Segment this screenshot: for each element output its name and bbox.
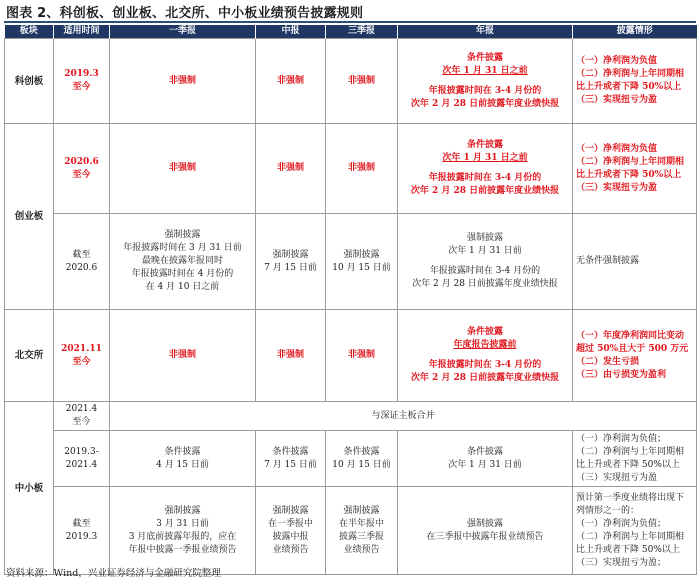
annual-line: 次年 1 月 31 日前 xyxy=(448,246,522,256)
q3-cell xyxy=(326,214,398,310)
mid-line: 强制披露 xyxy=(272,505,309,516)
time-line: 截至 xyxy=(72,249,91,260)
situation-line: 超过 50%且大于 500 万元 xyxy=(576,343,689,354)
annual-line: 条件披露 xyxy=(466,140,503,150)
time-cell xyxy=(54,214,110,310)
annual-cell xyxy=(398,214,573,310)
time-line: 2021.4 xyxy=(65,459,98,470)
situation-line: （三）实现扭亏为盈 xyxy=(576,472,658,483)
time-line: 至今 xyxy=(72,417,91,427)
spacer xyxy=(401,78,569,85)
spacer xyxy=(401,258,569,265)
annual-line: 次年 1 月 31 日之前 xyxy=(442,153,528,163)
situation-line: （三）实现扭亏为盈 xyxy=(576,182,658,193)
time-line: 2019.3- xyxy=(64,446,99,457)
mid-cell: 非强制 xyxy=(256,39,326,124)
q3-line: 10 月 15 日前 xyxy=(332,459,391,470)
mid-line: 强制披露 xyxy=(272,249,309,260)
annual-cell xyxy=(398,487,573,575)
annual-line: 条件披露 xyxy=(466,446,503,457)
figure-title: 图表 2、科创板、创业板、北交所、中小板业绩预告披露规则 xyxy=(6,6,364,21)
q1-line: 4 月 15 日前 xyxy=(156,459,209,470)
mid-cell xyxy=(256,214,326,310)
time-cell xyxy=(54,431,110,487)
time-line: 2019.3 xyxy=(65,531,98,542)
q1-line: 最晚在披露年报同时 xyxy=(141,256,223,266)
annual-cell xyxy=(398,39,573,124)
q1-cell xyxy=(110,214,256,310)
q1-line: 强制披露 xyxy=(164,505,201,516)
q3-line: 披露三季报 xyxy=(338,531,384,542)
mid-cell xyxy=(256,431,326,487)
table-row-sme-2 xyxy=(5,431,697,487)
situation-line: （三）由亏损变为盈利 xyxy=(576,369,667,380)
mid-cell: 非强制 xyxy=(256,124,326,214)
time-line: 截至 xyxy=(72,518,91,529)
q3-cell: 非强制 xyxy=(326,39,398,124)
situation-line: （一）净利润为负值 xyxy=(576,143,658,154)
board-sme: 中小板 xyxy=(5,402,54,575)
mid-line: 在一季报中 xyxy=(267,518,313,529)
board-bse: 北交所 xyxy=(5,310,54,402)
annual-line: 条件披露 xyxy=(466,52,503,63)
q3-line: 条件披露 xyxy=(343,446,380,457)
q1-line: 年报中披露一季报业绩预告 xyxy=(128,544,237,555)
situation-line: 比上升或者下降 50%以上 xyxy=(576,459,680,470)
q3-cell: 非强制 xyxy=(326,124,398,214)
time-cell xyxy=(54,310,110,402)
header-mid: 中报 xyxy=(256,25,326,39)
annual-line: 条件披露 xyxy=(466,327,503,337)
annual-line: 次年 2 月 28 日前披露年度业绩快报 xyxy=(410,373,560,383)
time-cell xyxy=(54,39,110,124)
situation-line: （三）实现扭亏为盈； xyxy=(576,557,667,568)
situations-cell xyxy=(573,39,697,124)
situation-line: 列情形之一的： xyxy=(576,505,640,516)
annual-cell xyxy=(398,124,573,214)
time-line: 2020.6 xyxy=(64,156,99,167)
time-cell xyxy=(54,487,110,575)
annual-line: 次年 1 月 31 日之前 xyxy=(442,65,528,76)
situation-line: （一）净利润为负值 xyxy=(576,56,658,66)
situation-line: （一）净利润为负值； xyxy=(576,518,667,529)
q1-cell: 非强制 xyxy=(110,124,256,214)
q3-line: 10 月 15 日前 xyxy=(332,262,391,273)
situation-line: （二）净利润与上年同期相 xyxy=(576,69,685,79)
time-cell xyxy=(54,402,110,431)
header-q3: 三季报 xyxy=(326,25,398,39)
spacer xyxy=(401,352,569,359)
header-situations: 披露情形 xyxy=(573,25,697,39)
situation-line: 比上升或者下降 50%以上 xyxy=(576,169,682,180)
annual-line: 次年 2 月 28 日前披露年度业绩快报 xyxy=(410,186,560,196)
time-line: 至今 xyxy=(72,82,91,92)
header-time: 适用时间 xyxy=(54,25,110,39)
time-cell xyxy=(54,124,110,214)
title-rule xyxy=(4,21,696,23)
annual-line: 次年 2 月 28 日前披露年度业绩快报 xyxy=(412,279,558,289)
spacer xyxy=(401,165,569,172)
situation-line: 无条件强制披露 xyxy=(576,256,640,266)
mid-cell: 非强制 xyxy=(256,310,326,402)
annual-line: 在三季报中披露年报业绩预告 xyxy=(426,531,544,542)
q3-line: 在半年报中 xyxy=(338,518,384,529)
header-annual: 年报 xyxy=(398,25,573,39)
annual-line: 年报披露时间在 3-4 月份的 xyxy=(428,360,542,370)
q3-line: 强制披露 xyxy=(343,505,380,516)
q3-cell xyxy=(326,431,398,487)
situation-line: （三）实现扭亏为盈 xyxy=(576,95,658,105)
q3-cell: 非强制 xyxy=(326,310,398,402)
time-line: 2021.11 xyxy=(61,343,102,354)
mid-cell xyxy=(256,487,326,575)
annual-line: 年报披露时间在 3-4 月份的 xyxy=(428,173,542,183)
situation-line: （二）净利润与上年同期相 xyxy=(576,531,685,542)
q1-line: 年报披露时间在 4 月份的 xyxy=(131,269,234,279)
situation-line: （一）净利润为负值； xyxy=(576,433,667,444)
time-line: 2019.3 xyxy=(64,69,99,79)
q1-line: 3 月 31 日前 xyxy=(156,518,209,529)
header-row xyxy=(5,25,697,39)
mid-line: 7 月 15 日前 xyxy=(264,459,317,470)
situations-cell xyxy=(573,431,697,487)
q1-cell xyxy=(110,431,256,487)
annual-cell xyxy=(398,431,573,487)
time-line: 至今 xyxy=(72,169,91,180)
table-row-star xyxy=(5,39,697,124)
situation-line: （二）发生亏损 xyxy=(576,356,640,367)
situation-line: 比上升或者下降 50%以上 xyxy=(576,82,682,92)
q1-line: 在 4 月 10 日之前 xyxy=(145,282,220,292)
q1-cell: 非强制 xyxy=(110,310,256,402)
situation-line: （一）年度净利润同比变动 xyxy=(576,330,685,341)
table-row-sme-3 xyxy=(5,487,697,575)
table-row-bse xyxy=(5,310,697,402)
q3-cell xyxy=(326,487,398,575)
q3-line: 强制披露 xyxy=(343,249,380,260)
q3-line: 业绩预告 xyxy=(343,544,380,555)
board-chinext: 创业板 xyxy=(5,124,54,310)
annual-line: 次年 1 月 31 日前 xyxy=(448,459,522,470)
board-star: 科创板 xyxy=(5,39,54,124)
situation-line: 预计第一季度业绩将出现下 xyxy=(576,492,685,503)
annual-line: 强制披露 xyxy=(466,233,503,243)
annual-line: 年报披露时间在 3-4 月份的 xyxy=(428,85,542,96)
merged-note: 与深证主板合并 xyxy=(110,402,697,431)
annual-line: 强制披露 xyxy=(466,518,503,529)
mid-line: 披露中报 xyxy=(272,531,309,542)
q1-line: 3 月底前披露年报的，应在 xyxy=(128,531,237,542)
table-row-chinext-1 xyxy=(5,124,697,214)
header-q1: 一季报 xyxy=(110,25,256,39)
mid-line: 业绩预告 xyxy=(272,544,309,555)
source-note: 资料来源：Wind，兴业证券经济与金融研究院整理 xyxy=(6,568,221,579)
situations-cell xyxy=(573,310,697,402)
time-line: 2020.6 xyxy=(65,262,98,273)
q1-cell: 非强制 xyxy=(110,39,256,124)
header-board: 板块 xyxy=(5,25,54,39)
mid-line: 7 月 15 日前 xyxy=(264,262,317,273)
situations-cell xyxy=(573,487,697,575)
annual-line: 年报披露时间在 3-4 月份的 xyxy=(429,266,541,276)
table-row-sme-1 xyxy=(5,402,697,431)
q1-cell xyxy=(110,487,256,575)
table-row-chinext-2 xyxy=(5,214,697,310)
situations-cell xyxy=(573,214,697,310)
q1-line: 强制披露 xyxy=(164,230,201,240)
annual-line: 年度报告披露前 xyxy=(453,340,517,350)
annual-cell xyxy=(398,310,573,402)
disclosure-rules-table xyxy=(4,25,697,575)
situation-line: 比上升或者下降 50%以上 xyxy=(576,544,680,555)
situation-line: （二）净利润与上年同期相 xyxy=(576,446,685,457)
mid-line: 条件披露 xyxy=(272,446,309,457)
time-line: 2021.4 xyxy=(65,404,98,414)
situation-line: （二）净利润与上年同期相 xyxy=(576,156,685,167)
q1-line: 年报披露时间在 3 月 31 日前 xyxy=(123,243,242,253)
time-line: 至今 xyxy=(72,356,91,367)
annual-line: 次年 2 月 28 日前披露年度业绩快报 xyxy=(410,98,560,109)
q1-line: 条件披露 xyxy=(164,446,201,457)
situations-cell xyxy=(573,124,697,214)
